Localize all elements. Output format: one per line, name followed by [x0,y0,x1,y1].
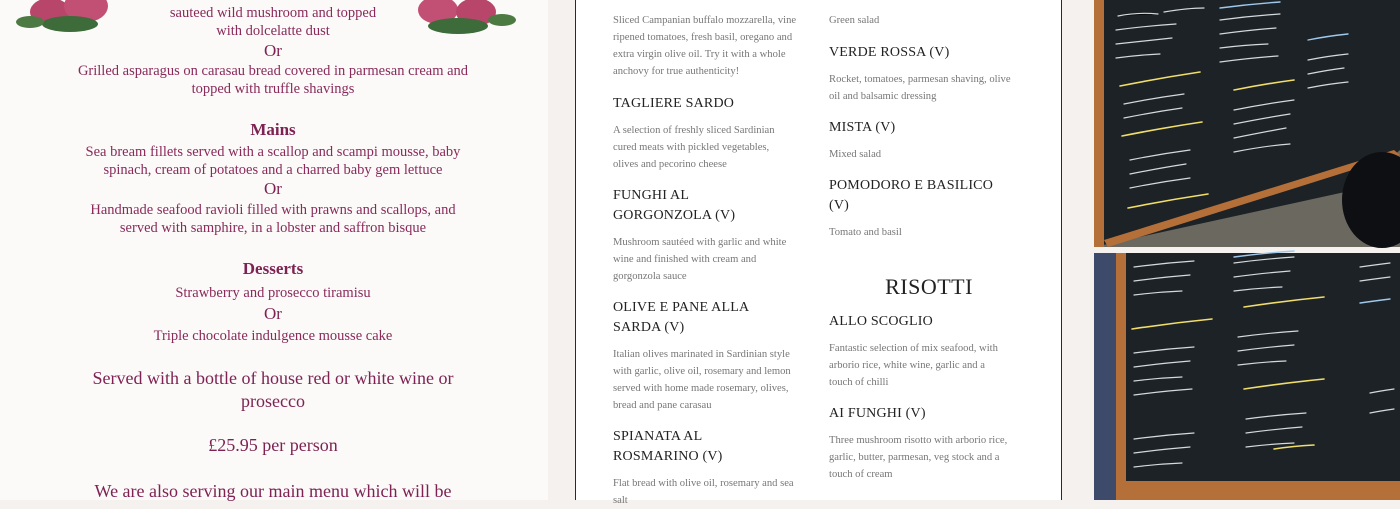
mains-heading: Mains [250,120,296,139]
menu-item-name: AI FUNGHI (V) [829,406,926,421]
menu-item [613,298,813,414]
menu-item-desc: Mixed salad [829,149,882,160]
mains-alt-text: Handmade seafood ravioli filled with prawns and scallops, and [90,202,456,218]
set-menu-card [0,0,548,500]
wine-text: prosecco [241,391,305,411]
menu-item-desc: Tomato and basil [829,227,902,238]
menu-item-desc: Three mushroom risotto with arborio rice, garlic, butter, parmesan, veg stock and a touch of cream [829,435,1008,480]
chalkboard-photo-top [1094,0,1400,247]
mains-alt-text: served with samphire, in a lobster and saffron bisque [119,220,427,236]
mains-text: spinach, cream of potatoes and a charred baby gem lettuce [103,162,443,178]
menu-item [829,176,1029,241]
or-separator: Or [264,179,282,198]
menu-item-desc: Rocket, tomatoes, parmesan shaving, olive oil and balsamic dressing [829,74,1011,102]
menu-item-name: TAGLIERE SARDO [613,96,735,111]
or-separator: Or [264,304,282,323]
menu-item-name: OLIVE E PANE ALLA SARDA (V) [613,300,750,335]
mains-text: Sea bream fillets served with a scallop and scampi mousse, baby [85,144,461,160]
footer-text: We are also serving our main menu which will be [94,481,452,501]
chalkboard-image [1094,253,1400,500]
starter-text: with dolcelatte dust [216,23,330,39]
menu-item-desc: Sliced Campanian buffalo mozzarella, vine ripened tomatoes, fresh basil, oregano and extra virgin olive oil. Try it with a whole anchovy for true authenticity! [613,15,797,77]
risotti-heading: RISOTTI [885,274,973,299]
chalkboard-photo-bottom [1094,253,1400,500]
dessert-text: Strawberry and prosecco tiramisu [175,285,371,301]
menu-item [829,12,1029,29]
menu-item-desc: Flat bread with olive oil, rosemary and sea salt [613,478,794,506]
menu-item-desc: Green salad [829,15,880,26]
dessert-text: Triple chocolate indulgence mousse cake [153,328,393,344]
menu-item-name: MISTA (V) [829,120,896,135]
menu-item [613,186,813,285]
menu-item-desc: Mushroom sautéed with garlic and white wine and finished with cream and gorgonzola sauce [613,237,787,282]
carte-menu-card [575,0,1062,506]
menu-item [829,118,1029,163]
starter-alt-text: Grilled asparagus on carasau bread covered in parmesan cream and [77,63,469,79]
menu-item [613,427,813,509]
menu-item-name: FUNGHI AL GORGONZOLA (V) [613,188,736,223]
menu-item [829,312,1029,391]
menu-item-desc: Fantastic selection of mix seafood, with arborio rice, white wine, garlic and a touch of chilli [829,343,998,388]
menu-item-desc: Italian olives marinated in Sardinian style with garlic, olive oil, rosemary and lemon served with home made rosemary, olives, bread and pane carasau [613,349,791,411]
menu-item-name: ALLO SCOGLIO [829,314,933,329]
price-text: £25.95 per person [208,435,338,455]
starter-alt-text: topped with truffle shavings [191,81,355,97]
wine-text: Served with a bottle of house red or white wine or [92,368,454,388]
or-separator: Or [264,41,282,60]
starter-text: sauteed wild mushroom and topped [169,5,377,21]
menu-item [613,94,813,173]
menu-item-name: POMODORO E BASILICO (V) [829,178,994,213]
menu-item-name: SPIANATA AL ROSMARINO (V) [613,429,723,464]
menu-item [829,404,1029,483]
menu-item-desc: A selection of freshly sliced Sardinian cured meats with pickled vegetables, olives and pecorino cheese [613,125,775,170]
menu-item [613,12,813,80]
menu-item [829,43,1029,105]
desserts-heading: Desserts [242,259,304,278]
menu-item-name: VERDE ROSSA (V) [829,45,950,60]
chalkboard-image [1094,0,1400,247]
